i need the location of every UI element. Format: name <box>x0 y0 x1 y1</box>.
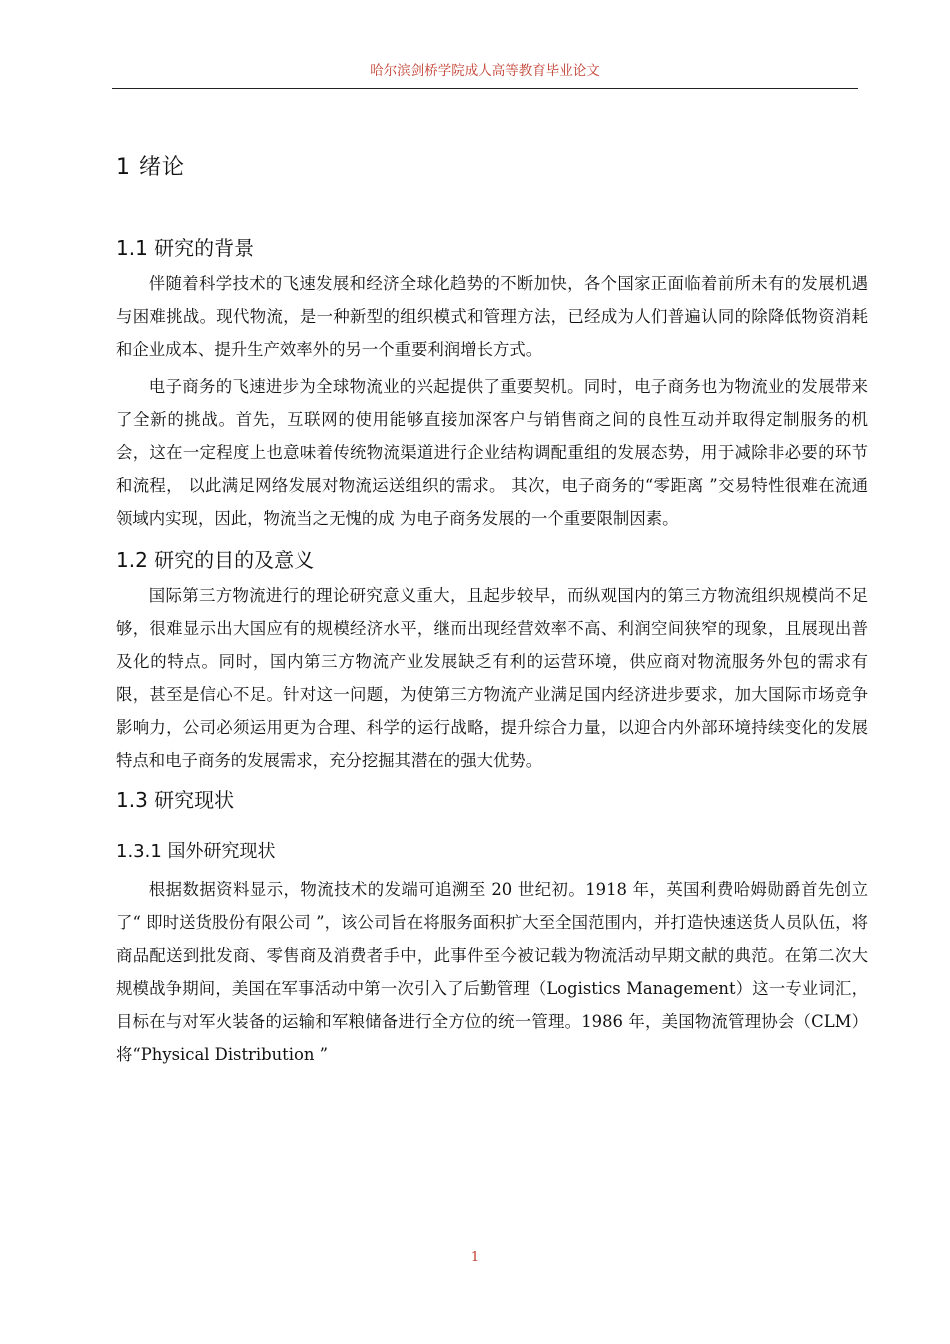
paragraph: 国际第三方物流进行的理论研究意义重大，且起步较早，而纵观国内的第三方物流组织规模尚不足够，很难显示出大国应有的规模经济水平，继而出现经营效率不高、利润空间狭窄的现象，且展现出普及化的特点。同时，国内第三方物流产业发展缺乏有利的运营环境，供应商对物流服务外包的需求有限，甚至是信心不足。针对这一问题，为使第三方物流产业满足国内经济进步要求，加大国际市场竞争影响力，公司必须运用更为合理、科学的运行战略，提升综合力量，以迎合内外部环境持续变化的发展特点和电子商务的发展需求，充分挖掘其潜在的强大优势。 <box>116 586 868 770</box>
running-header <box>112 60 858 89</box>
section-title-1-2: 1.2 研究的目的及意义 <box>116 548 315 572</box>
document-body <box>116 150 868 1075</box>
paragraph: 伴随着科学技术的飞速发展和经济全球化趋势的不断加快，各个国家正面临着前所未有的发展机遇与困难挑战。现代物流，是一种新型的组织模式和管理方法，已经成为人们普遍认同的除降低物资消耗和企业成本、提升生产效率外的另一个重要利润增长方式。 <box>116 274 868 359</box>
chapter-title: 1 绪论 <box>116 155 185 180</box>
paragraph: 电子商务的飞速进步为全球物流业的兴起提供了重要契机。同时，电子商务也为物流业的发展带来了全新的挑战。首先，互联网的使用能够直接加深客户与销售商之间的良性互动并取得定制服务的机会，这在一定程度上也意味着传统物流渠道进行企业结构调配重组的发展态势，用于减除非必要的环节和流程， 以此满足网络发展对物流运送组织的需求。 其次，电子商务的“零距离 ”交易特性很难在流通领域内实现，因此，物流当之无愧的成 为电子商务发展的一个重要限制因素。 <box>116 377 868 528</box>
paragraph: 根据数据资料显示，物流技术的发端可追溯至 20 世纪初。1918 年，英国利费哈姆勋爵首先创立了“ 即时送货股份有限公司 ”，该公司旨在将服务面积扩大至全国范围内，并打造快速送货人员队伍，将商品配送到批发商、零售商及消费者手中，此事件至今被记载为物流活动早期文献的典范。在第二次大规模战争期间，美国在军事活动中第一次引入了后勤管理（Logistics Management）这一专业词汇， 目标在与对军火装备的运输和军粮储备进行全方位的统一管理。1986 年，美国物流管理协会（CLM）将“Physical Distribution ” <box>116 880 868 1064</box>
page-number: 1 <box>470 1250 480 1265</box>
section-title-1-3: 1.3 研究现状 <box>116 788 235 812</box>
header-title: 哈尔滨剑桥学院成人高等教育毕业论文 <box>370 63 600 79</box>
subsection-title-1-3-1: 1.3.1 国外研究现状 <box>116 841 276 862</box>
section-title-1-1: 1.1 研究的背景 <box>116 236 255 260</box>
